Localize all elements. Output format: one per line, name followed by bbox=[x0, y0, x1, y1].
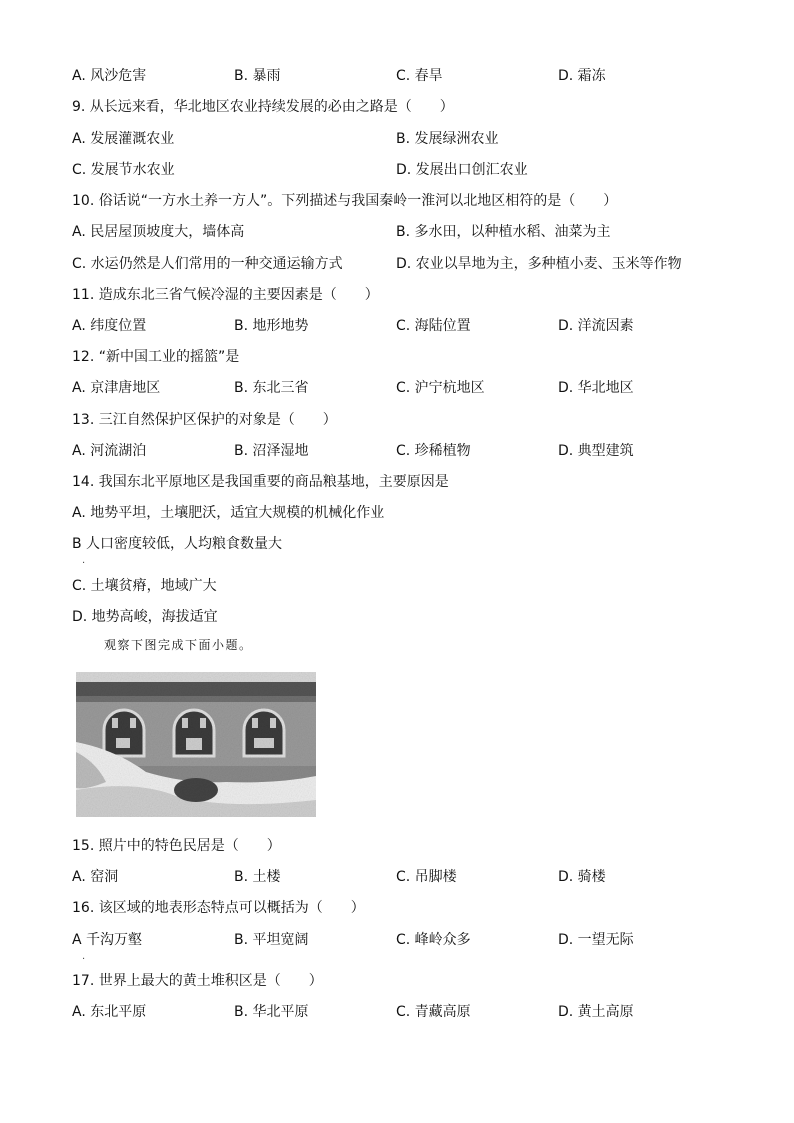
q9-option-c: C. 发展节水农业 bbox=[72, 162, 175, 178]
stray-mark: . bbox=[82, 951, 86, 962]
q8-option-b: B. 暴雨 bbox=[234, 68, 281, 84]
q15-option-b: B. 土楼 bbox=[234, 869, 281, 885]
q9-option-d: D. 发展出口创汇农业 bbox=[396, 162, 528, 178]
q13-option-d: D. 典型建筑 bbox=[558, 443, 634, 459]
q15-stem: 15. 照片中的特色民居是（ ） bbox=[72, 838, 281, 854]
q13-option-a: A. 河流湖泊 bbox=[72, 443, 147, 459]
q16-option-a: A 千沟万壑 bbox=[72, 932, 143, 948]
q12-option-a: A. 京津唐地区 bbox=[72, 380, 161, 396]
q11-option-c: C. 海陆位置 bbox=[396, 318, 471, 334]
q10-option-b: B. 多水田，以种植水稻、油菜为主 bbox=[396, 224, 611, 240]
q17-stem: 17. 世界上最大的黄土堆积区是（ ） bbox=[72, 973, 323, 989]
stray-mark: . bbox=[82, 555, 86, 566]
q13-stem: 13. 三江自然保护区保护的对象是（ ） bbox=[72, 412, 337, 428]
q9-option-a: A. 发展灌溉农业 bbox=[72, 131, 175, 147]
q14-option-a: A. 地势平坦，土壤肥沃，适宜大规模的机械化作业 bbox=[72, 505, 385, 521]
q11-option-b: B. 地形地势 bbox=[234, 318, 309, 334]
q15-option-c: C. 吊脚楼 bbox=[396, 869, 457, 885]
q10-option-d: D. 农业以旱地为主，多种植小麦、玉米等作物 bbox=[396, 256, 682, 272]
q13-option-c: C. 珍稀植物 bbox=[396, 443, 471, 459]
q10-stem: 10. 俗话说“一方水土养一方人”。下列描述与我国秦岭一淮河以北地区相符的是（ ） bbox=[72, 193, 618, 209]
q12-option-b: B. 东北三省 bbox=[234, 380, 309, 396]
q11-stem: 11. 造成东北三省气候冷湿的主要因素是（ ） bbox=[72, 287, 379, 303]
q17-option-d: D. 黄土高原 bbox=[558, 1004, 634, 1020]
q8-option-d: D. 霜冻 bbox=[558, 68, 606, 84]
q16-stem: 16. 该区域的地表形态特点可以概括为（ ） bbox=[72, 900, 365, 916]
q16-option-c: C. 峰岭众多 bbox=[396, 932, 471, 948]
cave-dwelling-photo bbox=[76, 672, 316, 817]
q8-option-c: C. 春旱 bbox=[396, 68, 443, 84]
q15-option-a: A. 窑洞 bbox=[72, 869, 119, 885]
q12-option-c: C. 沪宁杭地区 bbox=[396, 380, 485, 396]
q11-option-d: D. 洋流因素 bbox=[558, 318, 634, 334]
q14-option-d: D. 地势高峻，海拔适宜 bbox=[72, 609, 218, 625]
q14-stem: 14. 我国东北平原地区是我国重要的商品粮基地，主要原因是 bbox=[72, 474, 449, 490]
q15-option-d: D. 骑楼 bbox=[558, 869, 606, 885]
q16-option-b: B. 平坦宽阔 bbox=[234, 932, 309, 948]
q13-option-b: B. 沼泽湿地 bbox=[234, 443, 309, 459]
q9-stem: 9. 从长远来看，华北地区农业持续发展的必由之路是（ ） bbox=[72, 99, 454, 115]
q14-option-b: B 人口密度较低，人均粮食数量大 bbox=[72, 536, 283, 552]
q12-stem: 12. “新中国工业的摇篮”是 bbox=[72, 349, 240, 365]
q9-option-b: B. 发展绿洲农业 bbox=[396, 131, 499, 147]
q10-option-a: A. 民居屋顶坡度大，墙体高 bbox=[72, 224, 245, 240]
q11-option-a: A. 纬度位置 bbox=[72, 318, 147, 334]
q17-option-c: C. 青藏高原 bbox=[396, 1004, 471, 1020]
q14-option-c: C. 土壤贫瘠，地域广大 bbox=[72, 578, 217, 594]
q10-option-c: C. 水运仍然是人们常用的一种交通运输方式 bbox=[72, 256, 343, 272]
q17-option-b: B. 华北平原 bbox=[234, 1004, 309, 1020]
q17-option-a: A. 东北平原 bbox=[72, 1004, 147, 1020]
figure-instruction: 观察下图完成下面小题。 bbox=[104, 638, 253, 652]
q16-option-d: D. 一望无际 bbox=[558, 932, 634, 948]
q8-option-a: A. 风沙危害 bbox=[72, 68, 147, 84]
q12-option-d: D. 华北地区 bbox=[558, 380, 634, 396]
